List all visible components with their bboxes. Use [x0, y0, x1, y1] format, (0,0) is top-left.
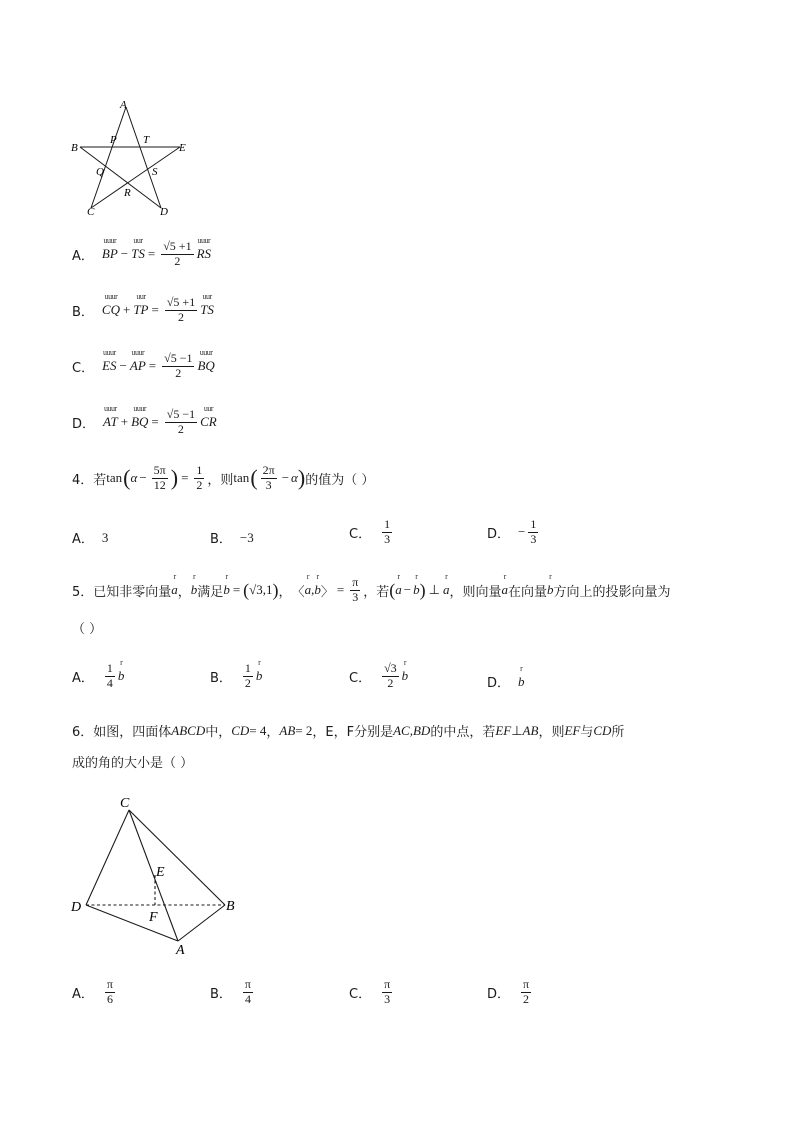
- vector-b: r b: [255, 658, 263, 684]
- edge-cb: [129, 810, 225, 905]
- paren-close: ): [272, 579, 279, 600]
- segment-cd: CD: [231, 722, 250, 738]
- minus: −: [139, 470, 147, 486]
- fraction-2pi-3: $\frac{2\pi}{3}$: [262, 463, 275, 492]
- paren-open: (: [250, 465, 258, 491]
- vector-b: r b: [223, 572, 230, 598]
- tan-fn: tan: [233, 470, 250, 486]
- q4-option-a[interactable]: [72, 528, 108, 547]
- vector-b: r b: [117, 658, 125, 684]
- vector-b: r b: [546, 572, 554, 598]
- q6-text: 6．如图，四面体: [72, 725, 172, 740]
- star-edge-ad: [126, 107, 161, 208]
- q5-paren: （ ）: [72, 622, 103, 637]
- vector-bq: uuur BQ: [197, 348, 215, 374]
- vector-cr: uur CR: [200, 404, 217, 430]
- perp-symbol: ⊥: [511, 722, 523, 738]
- option-label: A．: [72, 248, 94, 264]
- option-value: −3: [239, 529, 254, 545]
- fraction-pi-2: $\frac{\pi}{2}$: [523, 977, 530, 1006]
- equals: =: [147, 246, 156, 262]
- question-6: [72, 721, 624, 740]
- vector-a: r a: [395, 572, 402, 598]
- star-edge-bd: [80, 147, 161, 208]
- q5-option-b[interactable]: [210, 658, 263, 691]
- edge-da: [86, 905, 178, 941]
- vector-tp: uur TP: [133, 292, 149, 318]
- q6-text: 与: [580, 725, 594, 740]
- angle-open: 〈: [291, 583, 305, 599]
- vector-b: r b: [190, 572, 198, 598]
- vector-b: r b: [413, 572, 420, 598]
- q6-option-a[interactable]: [72, 978, 118, 1007]
- operator: −: [119, 358, 127, 374]
- fraction: $\frac{√5 +1}{2}$: [163, 239, 192, 268]
- q5-option-a[interactable]: [72, 658, 125, 691]
- pair-tail: ,1: [262, 582, 273, 598]
- fraction-1-2: $\frac{1}{2}$: [244, 661, 251, 690]
- fraction-pi-3: $\frac{\pi}{3}$: [352, 575, 359, 604]
- q6-text: 所: [611, 725, 625, 740]
- star-edge-ec: [91, 147, 180, 208]
- option-label: A．: [72, 670, 94, 686]
- option-label: C．: [349, 526, 372, 542]
- tetrahedron-figure: [65, 790, 250, 960]
- segment-ef: EF: [564, 722, 581, 738]
- option-label: A．: [72, 532, 94, 547]
- fraction-pi-6: $\frac{\pi}{6}$: [106, 977, 113, 1006]
- vector-rs: uuur RS: [196, 236, 212, 262]
- vector-a: r a: [171, 572, 178, 598]
- segment-ef: EF: [495, 722, 512, 738]
- q6-text: 中，: [205, 725, 232, 740]
- tetrahedron-name: ABCD: [171, 722, 206, 738]
- option-label: D．: [72, 416, 96, 432]
- star-label-t: T: [143, 134, 150, 146]
- q5-text: 在向量: [507, 584, 547, 600]
- minus: −: [281, 470, 290, 486]
- tet-label-a: A: [176, 943, 185, 958]
- vector-ap: uuur AP: [129, 348, 146, 374]
- option-label: C．: [72, 360, 95, 376]
- fraction: $\frac{√5 -1}{2}$: [164, 351, 193, 380]
- q5-text: 满足: [197, 584, 224, 600]
- vector-a: r a: [304, 572, 312, 598]
- equals: =: [151, 302, 159, 318]
- option-label: B．: [72, 304, 94, 320]
- star-edge-ac: [91, 107, 126, 208]
- equals: =: [151, 414, 159, 430]
- equals: =: [232, 582, 241, 598]
- perp-symbol: ⊥: [428, 582, 440, 598]
- segment-ab: AB: [522, 722, 539, 738]
- q6-text: ，则: [538, 725, 565, 740]
- star-figure: [60, 95, 210, 225]
- option-label: B．: [210, 670, 232, 686]
- q4-prefix: 4．若: [72, 472, 107, 488]
- q6-option-b[interactable]: [210, 978, 256, 1007]
- fraction-pi-3: $\frac{\pi}{3}$: [384, 977, 391, 1006]
- operator: +: [122, 302, 131, 318]
- minus: −: [518, 524, 526, 540]
- star-label-p: P: [110, 134, 117, 146]
- operator: −: [120, 246, 129, 262]
- cd-value: = 4: [249, 722, 267, 738]
- vector-ts: uur TS: [200, 292, 214, 318]
- q6-text: ，E，F分别是: [312, 725, 394, 740]
- option-label: A．: [72, 986, 94, 1002]
- vector-a: r a: [442, 572, 450, 598]
- paren-close: ): [170, 465, 179, 491]
- q3-option-b[interactable]: [72, 292, 214, 325]
- q5-text: ，若: [363, 584, 390, 600]
- equals: =: [336, 582, 345, 598]
- paren-close: ): [297, 465, 306, 491]
- star-label-q: Q: [96, 166, 104, 178]
- alpha: α: [130, 470, 138, 486]
- fraction: $\frac{√5 +1}{2}$: [166, 295, 196, 324]
- option-value: 3: [101, 529, 109, 545]
- q4-suffix: 的值为（ ）: [305, 472, 375, 488]
- fraction-5pi-12: $\frac{5\pi}{12}$: [153, 463, 166, 492]
- vector-b: r b: [518, 663, 525, 689]
- q4-option-d[interactable]: [487, 518, 541, 547]
- fraction-1-3: $\frac{1}{3}$: [530, 517, 537, 546]
- comma: ，: [177, 584, 191, 600]
- edge-ab: [178, 905, 225, 941]
- fraction: $\frac{√5 -1}{2}$: [166, 407, 196, 436]
- tet-label-e: E: [156, 865, 165, 880]
- vector-bq: uuur BQ: [131, 404, 149, 430]
- q3-option-d[interactable]: [72, 404, 217, 437]
- fraction-1-3: $\frac{1}{3}$: [384, 517, 391, 546]
- vector-at: uuur AT: [103, 404, 118, 430]
- operator: +: [120, 414, 129, 430]
- fraction-sqrt3-2: $\frac{√3}{2}$: [384, 661, 397, 690]
- q3-option-c[interactable]: [72, 348, 215, 381]
- q6-line2: 成的角的大小是（ ）: [72, 756, 194, 771]
- tet-label-b: B: [226, 899, 235, 914]
- q4-mid: ，则: [207, 472, 234, 488]
- question-4: [72, 464, 374, 493]
- vector-es: uuur ES: [102, 348, 117, 374]
- star-label-c: C: [87, 206, 95, 218]
- q5-option-d[interactable]: [487, 663, 525, 691]
- segments-ac-bd: AC,BD: [393, 722, 431, 738]
- q6-option-c[interactable]: [349, 978, 395, 1007]
- paren-open: (: [389, 579, 396, 600]
- sqrt3: √3: [249, 582, 263, 598]
- star-label-r: R: [124, 187, 131, 199]
- option-label: C．: [349, 986, 372, 1002]
- tan-fn: tan: [106, 470, 123, 486]
- segment-ab: AB: [279, 722, 296, 738]
- q5-text: 5．已知非零向量: [72, 584, 172, 600]
- tet-label-d: D: [71, 900, 82, 915]
- option-label: D．: [487, 676, 511, 691]
- fraction-1-2: $\frac{1}{2}$: [196, 463, 203, 492]
- star-label-s: S: [152, 166, 158, 178]
- alpha: α: [291, 470, 298, 486]
- option-label: D．: [487, 986, 511, 1002]
- star-label-a: A: [120, 99, 127, 111]
- paren-open: (: [243, 579, 250, 600]
- comma: ，: [278, 584, 292, 600]
- vector-bp: uuur BP: [101, 236, 118, 262]
- paren-close: ): [419, 579, 426, 600]
- vector-b: r b: [401, 658, 409, 684]
- star-label-d: D: [160, 206, 168, 218]
- option-label: D．: [487, 526, 511, 542]
- option-label: B．: [210, 986, 232, 1002]
- q4-option-b[interactable]: [210, 528, 254, 547]
- tet-label-c: C: [120, 796, 130, 811]
- equals: =: [148, 358, 157, 374]
- q4-option-c[interactable]: [349, 518, 395, 547]
- star-label-b: B: [71, 142, 78, 154]
- q5-option-c[interactable]: [349, 658, 409, 691]
- segment-cd: CD: [593, 722, 612, 738]
- vector-cq: uuur CQ: [101, 292, 120, 318]
- option-label: B．: [210, 532, 232, 547]
- question-5: 5．已知非零向量 r a ， r b 满足 r b = ( √3 ,1 ) ， 〈 r a , r b 〉 = $\frac{\pi}{3}$ ，若 ( r a − r b ) ⊥ r a ，则向量 r a 在向量 r b 方向上的投影向量为: [72, 572, 671, 604]
- tet-label-f: F: [149, 910, 158, 925]
- star-label-e: E: [179, 142, 186, 154]
- vector-b: r b: [314, 572, 321, 598]
- fraction-pi-4: $\frac{\pi}{4}$: [244, 977, 251, 1006]
- comma: ，: [266, 725, 280, 740]
- edge-cd: [86, 810, 129, 905]
- equals: =: [181, 470, 189, 486]
- q3-option-a[interactable]: [72, 236, 212, 269]
- fraction-1-4: $\frac{1}{4}$: [106, 661, 113, 690]
- paren-open: (: [123, 465, 131, 491]
- vector-a: r a: [501, 572, 508, 598]
- q5-text: 方向上的投影向量为: [553, 584, 671, 600]
- angle-close: 〉: [320, 583, 334, 599]
- q6-option-d[interactable]: [487, 978, 534, 1007]
- option-label: C．: [349, 670, 372, 686]
- angle-sep: ,: [311, 582, 315, 598]
- q5-text: ，则向量: [449, 584, 502, 600]
- q6-text: 的中点，若: [430, 725, 496, 740]
- vector-ts: uur TS: [131, 236, 145, 262]
- ab-value: = 2: [295, 722, 313, 738]
